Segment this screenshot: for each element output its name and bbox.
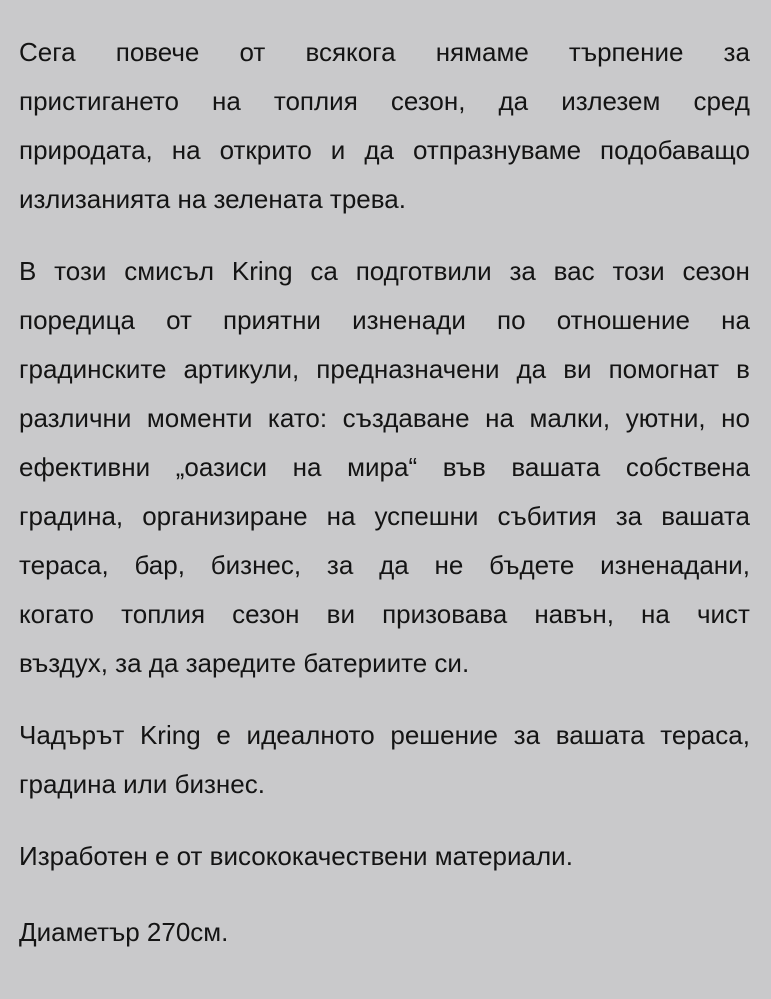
paragraph-kring-offer [19,247,750,688]
word: за [326,550,354,580]
word: тераса, [19,550,109,580]
word: топлия [121,599,206,629]
word: на [292,452,322,482]
word: отношение [556,305,690,335]
word: мира“ [347,452,418,482]
word: градина, [19,501,124,531]
word: организиране [142,501,308,531]
word: са [310,256,338,286]
paragraph-diameter [19,908,750,957]
word: на [721,305,750,335]
word: и [330,135,346,165]
word: да [379,550,409,580]
word: отпразнуваме [412,135,582,165]
word: ви [563,354,592,384]
word: изненади [352,305,466,335]
word: на [485,403,514,433]
word: от [166,305,192,335]
word: този [54,256,107,286]
word: идеалното [246,720,375,750]
word: за [723,37,750,67]
word: Kring [231,256,293,286]
word: да [498,86,529,116]
paragraph-materials [19,832,750,881]
word: като: [267,403,328,433]
text-line [19,126,750,175]
word: ви [326,599,355,629]
text-line [19,590,750,639]
word: тераса, [660,720,750,750]
word: решение [390,720,498,750]
word: всякога [305,37,396,67]
word: по [497,305,526,335]
word: в [736,354,750,384]
word: ефективни [19,452,151,482]
word: но [721,403,750,433]
word: на [326,501,356,531]
word: вашата [661,501,750,531]
word: успешни [374,501,479,531]
word: моменти [146,403,253,433]
text-line [19,711,750,760]
word: открито [219,135,312,165]
word: е [216,720,231,750]
word: помогнат [608,354,720,384]
word: сезон, [390,86,466,116]
paragraph-intro [19,28,750,224]
word: търпение [568,37,684,67]
text-line [19,492,750,541]
word: изненадани, [600,550,750,580]
word: на [641,599,670,629]
word: поредица [19,305,135,335]
word: пристигането [19,86,179,116]
word: създаване [342,403,470,433]
word: вас [553,256,595,286]
word: навън, [534,599,614,629]
word: „оазиси [175,452,268,482]
word: вашата [511,452,601,482]
text-line: въздух, за да заредите батериите си. [19,648,470,678]
word: нямаме [435,37,529,67]
word: предназначени [316,354,500,384]
word: артикули, [183,354,300,384]
word: този [612,256,665,286]
word: чист [696,599,750,629]
word: събития [497,501,597,531]
word: собствена [625,452,750,482]
word: Чадърът [19,720,125,750]
text-line [19,296,750,345]
word: Сега [19,37,76,67]
text-line [19,77,750,126]
word: уютни, [625,403,706,433]
document-body [19,28,750,957]
word: да [516,354,547,384]
word: бъдете [489,550,575,580]
word: подобаващо [600,135,750,165]
text-line: излизанията на зелената трева. [19,184,406,214]
word: градинските [19,354,167,384]
text-line [19,394,750,443]
word: за [509,256,536,286]
text-line: Изработен е от висококачествени материали. [19,841,573,871]
text-line: градина или бизнес. [19,769,265,799]
word: призовава [382,599,508,629]
word: за [615,501,643,531]
word: вашата [555,720,645,750]
word: топлия [273,86,358,116]
text-line [19,541,750,590]
word: различни [19,403,132,433]
text-line [19,28,750,77]
word: сезон [682,256,750,286]
word: природата, [19,135,153,165]
word: приятни [223,305,321,335]
word: на [171,135,201,165]
word: от [239,37,266,67]
word: сред [693,86,750,116]
text-line [19,345,750,394]
word: бар, [134,550,185,580]
word: във [442,452,486,482]
word: В [19,256,37,286]
text-line: Диаметър 270см. [19,917,229,947]
word: когато [19,599,95,629]
paragraph-umbrella [19,711,750,809]
word: бизнес, [210,550,302,580]
word: Kring [139,720,201,750]
word: излезем [561,86,661,116]
word: сезон [232,599,300,629]
word: смисъл [124,256,215,286]
word: да [364,135,394,165]
word: повече [115,37,200,67]
word: на [211,86,241,116]
text-line [19,443,750,492]
word: подготвили [355,256,492,286]
word: за [513,720,541,750]
word: малки, [529,403,611,433]
word: не [434,550,464,580]
text-line [19,247,750,296]
